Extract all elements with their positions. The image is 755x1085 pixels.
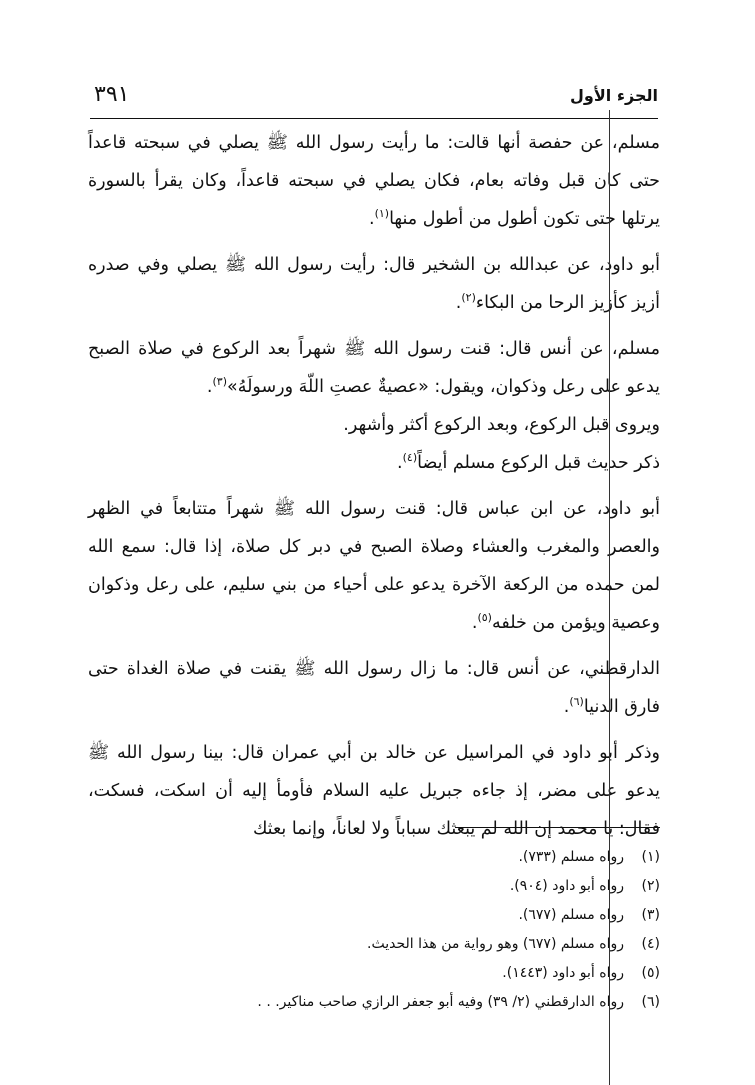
- footnote-1: (١) رواه مسلم (٧٣٣).: [518, 849, 660, 865]
- paragraph-8: وذكر أبو داود في المراسيل عن خالد بن أبي عمران قال: بينا رسول الله ﷺ يدعو على مضر، إذ جاءه جبريل عليه السلام فأومأ إليه أن اسكت، فسكت، فقال: يا محمد إن الله لم يبعثك سباباً ولا لعاناً، وإنما بعثك: [88, 743, 660, 839]
- paragraph-6: أبو داود، عن ابن عباس قال: قنت رسول الله ﷺ شهراً متتابعاً في الظهر والعصر والمغرب والعشاء وصلاة الصبح في دبر كل صلاة، إذا قال: سمع الله لمن حمده من الركعة الآخرة يدعو على أحياء من بني سليم، على رعل وذكوان وعصية ويؤمن من خلفه$^{(٥)}$.: [88, 499, 660, 633]
- scan-artifact-line: [609, 110, 610, 1085]
- footnote-3: (٣) رواه مسلم (٦٧٧).: [518, 907, 660, 923]
- page-header: [90, 78, 660, 118]
- page-number: ٣٩١: [94, 82, 130, 107]
- footnote-2: (٢) رواه أبو داود (٩٠٤).: [509, 878, 660, 894]
- paragraph-2: أبو داود، عن عبدالله بن الشخير قال: رأيت رسول الله ﷺ يصلي وفي صدره أزيز كأزيز الرحا من البكاء$^{(٢)}$.: [88, 255, 660, 313]
- footnote-ref-5: (٥): [477, 611, 492, 625]
- main-text: [88, 124, 660, 848]
- paragraph-1: مسلم، عن حفصة أنها قالت: ما رأيت رسول الله ﷺ يصلي في سبحته قاعداً حتى كان قبل وفاته بعام، فكان يصلي في سبحته قاعداً، وكان يقرأ بالسورة يرتلها حتى تكون أطول من أطول منها$^{(١)}$.: [88, 133, 660, 229]
- footnote-ref-6: (٦): [569, 695, 584, 709]
- footnote-6: (٦) رواه الدارقطني (٢/ ٣٩) وفيه أبو جعفر الرازي صاحب مناكير. . .: [257, 994, 660, 1010]
- footnote-separator: [455, 827, 660, 828]
- paragraph-5: ذكر حديث قبل الركوع مسلم أيضاً$^{(٤)}$.: [397, 451, 660, 473]
- footnote-ref-4: (٤): [402, 451, 418, 465]
- footnote-4: (٤) رواه مسلم (٦٧٧) وهو رواية من هذا الحديث.: [367, 936, 660, 952]
- footnote-ref-1: (١): [374, 207, 390, 221]
- footnote-ref-3: (٣): [212, 375, 227, 389]
- paragraph-3: مسلم، عن أنس قال: قنت رسول الله ﷺ شهراً بعد الركوع في صلاة الصبح يدعو على رعل وذكوان، ويقول: «عصيةٌ عصتِ اللّهَ ورسولَهُ»$^{(٣)}$.: [88, 339, 660, 397]
- header-rule: [90, 118, 658, 119]
- running-title: الجزء الأول: [570, 86, 658, 105]
- footnote-5: (٥) رواه أبو داود (١٤٤٣).: [502, 965, 660, 981]
- paragraph-7: الدارقطني، عن أنس قال: ما زال رسول الله ﷺ يقنت في صلاة الغداة حتى فارق الدنيا$^{(٦)}$.: [88, 659, 660, 717]
- paragraph-4: ويروى قبل الركوع، وبعد الركوع أكثر وأشهر.: [343, 415, 660, 435]
- footnotes: [160, 843, 660, 1017]
- footnote-ref-2: (٢): [461, 291, 476, 305]
